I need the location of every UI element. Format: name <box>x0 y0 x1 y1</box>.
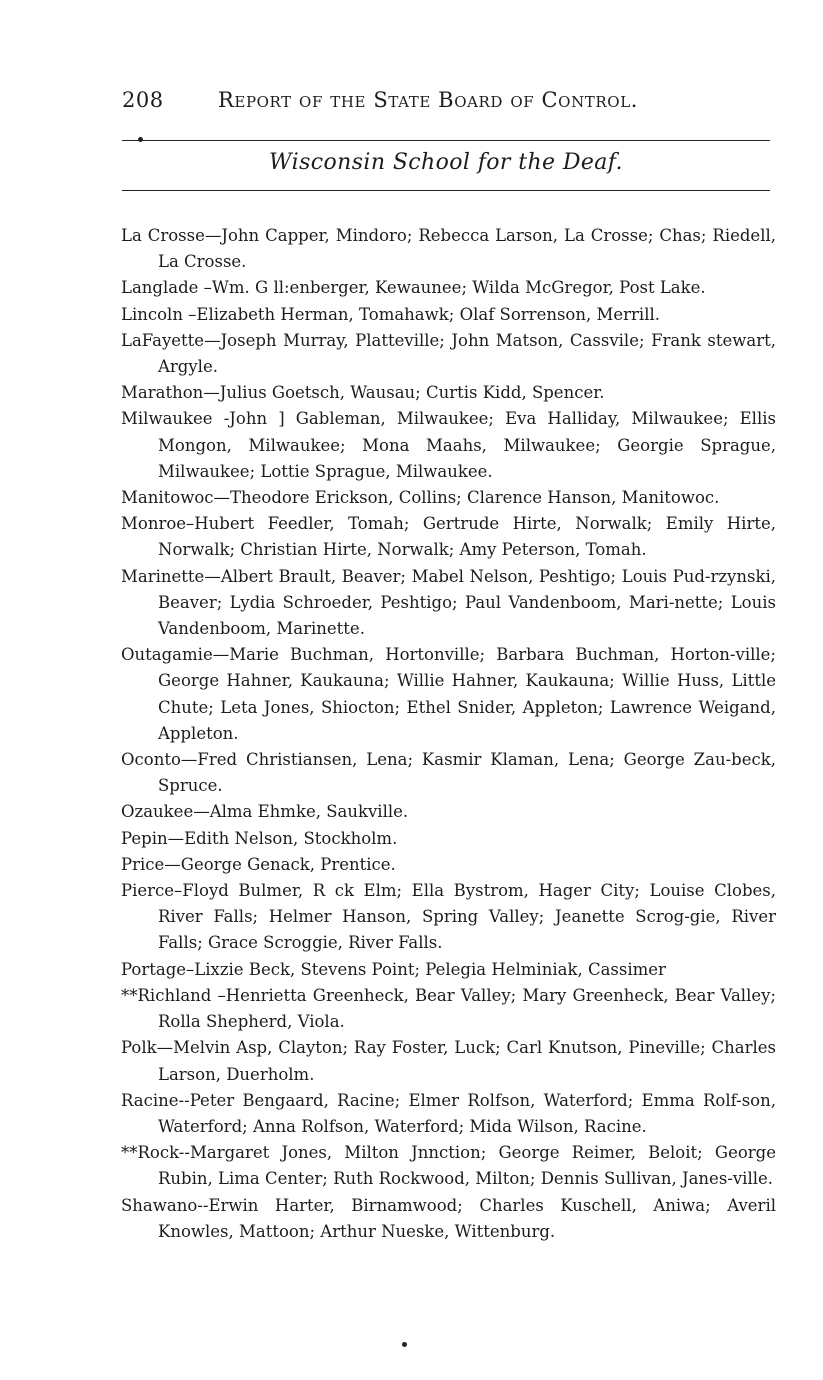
county-entry-polk: Polk—Melvin Asp, Clayton; Ray Foster, Luck; Carl Knutson, Pineville; Charles Larson, Duerholm. <box>121 1038 776 1084</box>
county-entry-oconto: Oconto—Fred Christiansen, Lena; Kasmir Klaman, Lena; George Zau-beck, Spruce. <box>121 750 776 796</box>
county-entry-lincoln: Lincoln –Elizabeth Herman, Tomahawk; Olaf Sorrenson, Merrill. <box>121 304 660 324</box>
county-entry-pierce: Pierce–Floyd Bulmer, R ck Elm; Ella Bystrom, Hager City; Louise Clobes, River Falls; Helmer Hanson, Spring Valley; Jeanette Scrog-gie, River Falls; Grace Scroggie, River Falls. <box>121 881 776 953</box>
top-rule <box>122 140 770 141</box>
rule-dot <box>138 137 143 142</box>
page-number: 208 <box>122 88 164 112</box>
county-entry-ozaukee: Ozaukee—Alma Ehmke, Saukville. <box>121 802 409 822</box>
running-head: Report of the State Board of Control. <box>218 88 639 112</box>
section-title: Wisconsin School for the Deaf. <box>269 150 623 175</box>
page-header <box>122 88 772 118</box>
county-entry-price: Price—George Genack, Prentice. <box>121 854 396 874</box>
county-entry-milwaukee: Milwaukee -John ] Gableman, Milwaukee; Eva Halliday, Milwaukee; Ellis Mongon, Milwaukee; Mona Maahs, Milwaukee; Georgie Sprague, Milwaukee; Lottie Sprague, Milwaukee. <box>121 409 776 481</box>
bottom-rule <box>122 190 770 191</box>
county-entry-marinette: Marinette—Albert Brault, Beaver; Mabel Nelson, Peshtigo; Louis Pud-rzynski, Beaver; Lydia Schroeder, Peshtigo; Paul Vandenboom, Mari-nette; Louis Vandenboom, Marinette. <box>121 566 776 639</box>
county-entry-racine: Racine--Peter Bengaard, Racine; Elmer Rolfson, Waterford; Emma Rolf-son, Waterford; Anna Rolfson, Waterford; Mida Wilson, Racine. <box>121 1090 776 1136</box>
county-entry-monroe: Monroe–Hubert Feedler, Tomah; Gertrude Hirte, Norwalk; Emily Hirte, Norwalk; Christian Hirte, Norwalk; Amy Peterson, Tomah. <box>121 514 776 560</box>
county-entry-outagamie: Outagamie—Marie Buchman, Hortonville; Barbara Buchman, Horton-ville; George Hahner, Kaukauna; Willie Hahner, Kaukauna; Willie Huss, Little Chute; Leta Jones, Shiocton; Ethel Snider, Appleton; Lawrence Weigand, Appleton. <box>121 645 776 743</box>
page-footer-dot <box>402 1342 407 1347</box>
county-entry-manitowoc: Manitowoc—Theodore Erickson, Collins; Clarence Hanson, Manitowoc. <box>121 488 720 508</box>
county-entry-rock: **Rock--Margaret Jones, Milton Jnnction; George Reimer, Beloit; George Rubin, Lima Center; Ruth Rockwood, Milton; Dennis Sullivan, Janes-ville. <box>121 1143 776 1189</box>
county-entries-list <box>121 223 776 1245</box>
county-entry-shawano: Shawano--Erwin Harter, Birnamwood; Charles Kuschell, Aniwa; Averil Knowles, Mattoon; Arthur Nueske, Wittenburg. <box>121 1195 776 1241</box>
county-entry-richland: **Richland –Henrietta Greenheck, Bear Valley; Mary Greenheck, Bear Valley; Rolla Shepherd, Viola. <box>121 985 776 1032</box>
county-entry-la-crosse: La Crosse—John Capper, Mindoro; Rebecca Larson, La Crosse; Chas; Riedell, La Crosse. <box>121 226 776 272</box>
county-entry-portage: Portage–Lixzie Beck, Stevens Point; Pelegia Helminiak, Cassimer <box>121 959 666 979</box>
county-entry-pepin: Pepin—Edith Nelson, Stockholm. <box>121 828 398 848</box>
county-entry-lafayette: LaFayette—Joseph Murray, Platteville; John Matson, Cassvile; Frank stewart, Argyle. <box>121 330 776 377</box>
county-entry-langlade: Langlade –Wm. G ll:enberger, Kewaunee; Wilda McGregor, Post Lake. <box>121 278 706 298</box>
county-entry-marathon: Marathon—Julius Goetsch, Wausau; Curtis Kidd, Spencer. <box>121 383 605 403</box>
